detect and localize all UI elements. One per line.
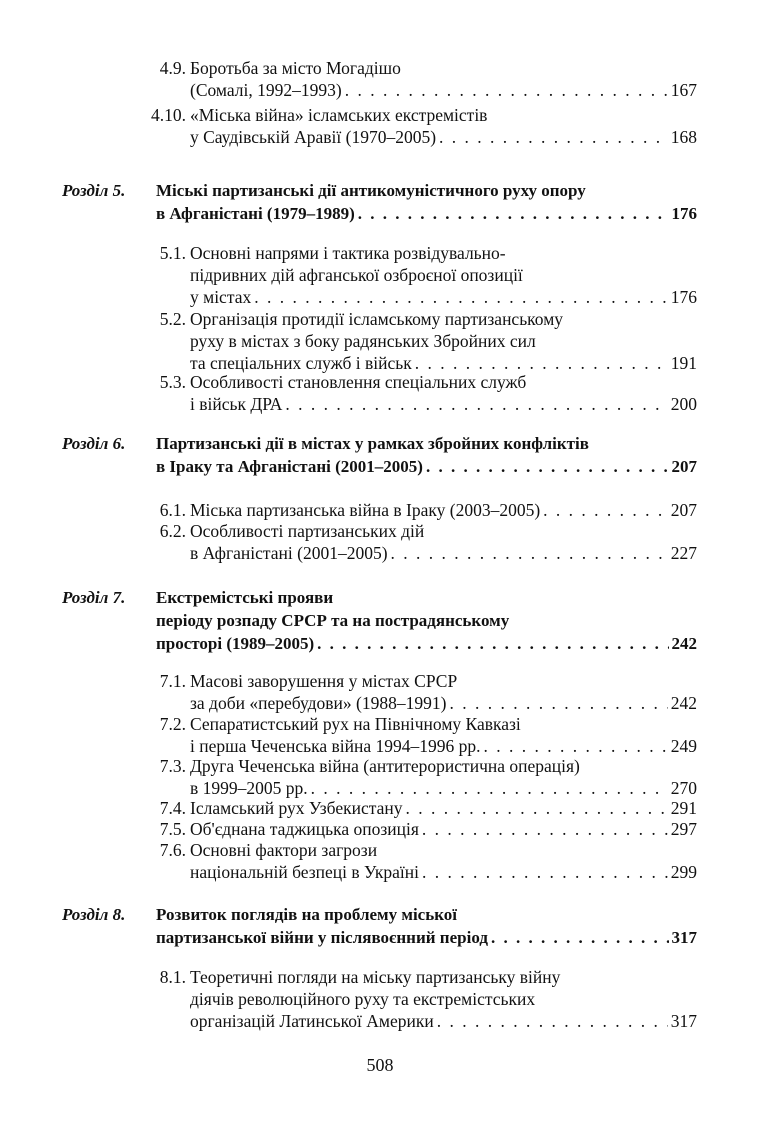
entry-number: 8.1. — [159, 967, 186, 987]
entry-title — [190, 499, 697, 521]
chapter-title — [156, 179, 697, 225]
chapter-title-last-line — [156, 455, 697, 478]
entry-last-line — [190, 542, 697, 564]
chapter-title-line: Міські партизанські дії антикомуністичного руху опору — [156, 181, 586, 200]
page-number: 508 — [366, 1055, 394, 1075]
entry-page-number: 167 — [670, 80, 697, 100]
dot-leader — [437, 1010, 668, 1032]
entry-line: у містах — [190, 287, 252, 307]
dot-leader — [426, 455, 669, 478]
dot-leader — [345, 79, 668, 101]
entry-last-line — [190, 499, 697, 521]
entry-page-number: 270 — [670, 778, 697, 798]
dot-leader — [358, 202, 669, 225]
dot-leader — [439, 126, 668, 148]
entry-page-number: 227 — [670, 543, 697, 563]
entry-number: 7.2. — [159, 714, 186, 734]
entry-line: та спеціальних служб і військ — [190, 353, 412, 373]
chapter-title-line: Партизанські дії в містах у рамках збройних конфліктів — [156, 434, 589, 453]
entry-last-line — [190, 286, 697, 308]
entry-line: Сепаратистський рух на Північному Кавказі — [190, 714, 521, 734]
entry-number: 7.6. — [159, 840, 186, 860]
entry-line: у Саудівській Аравії (1970–2005) — [190, 127, 437, 147]
entry-line: Організація протидії ісламському партизанському — [190, 309, 564, 329]
dot-leader — [406, 797, 668, 819]
chapter-page-number: 207 — [671, 457, 697, 476]
chapter-title — [156, 432, 697, 478]
entry-page-number: 176 — [670, 287, 697, 307]
entry-line: Теоретичні погляди на міську партизанську війну — [190, 967, 561, 987]
entry-number: 7.3. — [159, 756, 186, 776]
entry-title — [190, 818, 697, 840]
entry-line: організацій Латинської Америки — [190, 1011, 434, 1031]
chapter-title — [156, 586, 697, 655]
entry-line: і перша Чеченська війна 1994–1996 рр. — [190, 736, 481, 756]
chapter-label: Розділ 7. — [62, 588, 126, 607]
entry-line: Особливості партизанських дій — [190, 521, 425, 541]
chapter-title-line: Розвиток поглядів на проблему міської — [156, 905, 457, 924]
entry-page-number: 249 — [670, 736, 697, 756]
entry-page-number: 299 — [670, 862, 697, 882]
dot-leader — [491, 926, 669, 949]
chapter-title-last-line — [156, 926, 697, 949]
entry-line: Друга Чеченська війна (антитерористична операція) — [190, 756, 580, 776]
entry-line: за доби «перебудови» (1988–1991) — [190, 693, 447, 713]
entry-page-number: 191 — [670, 353, 697, 373]
chapter-label: Розділ 6. — [62, 434, 126, 453]
chapter-title-line: партизанської війни у післявоєнний період — [156, 928, 488, 947]
entry-title — [190, 242, 697, 308]
dot-leader — [311, 777, 668, 799]
chapter-title-line: в Іраку та Афганістані (2001–2005) — [156, 457, 423, 476]
entry-line: Ісламський рух Узбекистану — [190, 798, 403, 818]
entry-last-line — [190, 777, 697, 799]
chapter-title-last-line — [156, 202, 697, 225]
entry-last-line — [190, 797, 697, 819]
entry-number: 6.2. — [159, 521, 186, 541]
entry-page-number: 297 — [670, 819, 697, 839]
chapter-title-line: просторі (1989–2005) — [156, 634, 315, 653]
entry-line: Особливості становлення спеціальних служб — [190, 372, 527, 392]
entry-title — [190, 520, 697, 564]
dot-leader — [285, 393, 667, 415]
entry-line: в 1999–2005 рр. — [190, 778, 308, 798]
chapter-page-number: 242 — [671, 634, 697, 653]
entry-title — [190, 966, 697, 1032]
chapter-title-line: Екстремістські прояви — [156, 588, 334, 607]
dot-leader — [391, 542, 668, 564]
entry-line: Боротьба за місто Могадішо — [190, 58, 401, 78]
entry-last-line — [190, 692, 697, 714]
entry-title — [190, 839, 697, 883]
entry-number: 7.4. — [159, 798, 186, 818]
entry-number: 4.10. — [151, 105, 186, 125]
entry-line: Основні напрями і тактика розвідувально- — [190, 243, 506, 263]
chapter-title — [156, 903, 697, 949]
entry-title — [190, 308, 697, 374]
entry-title — [190, 104, 697, 148]
entry-last-line — [190, 79, 697, 101]
entry-line: руху в містах з боку радянських Збройних сил — [190, 331, 536, 351]
dot-leader — [449, 692, 667, 714]
entry-title — [190, 755, 697, 799]
entry-line: Основні фактори загрози — [190, 840, 378, 860]
chapter-page-number: 317 — [671, 928, 697, 947]
entry-page-number: 200 — [670, 394, 697, 414]
dot-leader — [254, 286, 668, 308]
dot-leader — [317, 632, 668, 655]
entry-page-number: 291 — [670, 798, 697, 818]
entry-title — [190, 371, 697, 415]
entry-page-number: 168 — [670, 127, 697, 147]
entry-line: і військ ДРА — [190, 394, 283, 414]
entry-page-number: 207 — [670, 500, 697, 520]
chapter-title-last-line — [156, 632, 697, 655]
entry-line: національній безпеці в Україні — [190, 862, 419, 882]
chapter-page-number: 176 — [671, 204, 697, 223]
entry-last-line — [190, 126, 697, 148]
entry-line: підривних дій афганської озброєної опозиції — [190, 265, 523, 285]
entry-number: 7.1. — [159, 671, 186, 691]
entry-line: (Сомалі, 1992–1993) — [190, 80, 342, 100]
chapter-title-line: періоду розпаду СРСР та на пострадянському — [156, 611, 510, 630]
entry-title — [190, 670, 697, 714]
entry-number: 4.9. — [159, 58, 186, 78]
entry-page-number: 242 — [670, 693, 697, 713]
entry-line: діячів революційного руху та екстремістських — [190, 989, 536, 1009]
entry-line: Міська партизанська війна в Іраку (2003–2005) — [190, 500, 541, 520]
entry-line: Масові заворушення у містах СРСР — [190, 671, 458, 691]
entry-title — [190, 713, 697, 757]
entry-last-line — [190, 818, 697, 840]
dot-leader — [422, 818, 668, 840]
entry-number: 7.5. — [159, 819, 186, 839]
dot-leader — [543, 499, 668, 521]
entry-title — [190, 57, 697, 101]
chapter-title-line: в Афганістані (1979–1989) — [156, 204, 355, 223]
entry-page-number: 317 — [670, 1011, 697, 1031]
entry-last-line — [190, 393, 697, 415]
entry-number: 6.1. — [159, 500, 186, 520]
entry-title — [190, 797, 697, 819]
entry-last-line — [190, 861, 697, 883]
entry-number: 5.2. — [159, 309, 186, 329]
entry-last-line — [190, 1010, 697, 1032]
entry-last-line — [190, 735, 697, 757]
chapter-label: Розділ 8. — [62, 905, 126, 924]
entry-line: в Афганістані (2001–2005) — [190, 543, 388, 563]
entry-line: Об'єднана таджицька опозиція — [190, 819, 419, 839]
entry-number: 5.3. — [159, 372, 186, 392]
dot-leader — [484, 735, 668, 757]
entry-line: «Міська війна» ісламських екстремістів — [190, 105, 488, 125]
dot-leader — [422, 861, 668, 883]
entry-number: 5.1. — [159, 243, 186, 263]
chapter-label: Розділ 5. — [62, 181, 126, 200]
